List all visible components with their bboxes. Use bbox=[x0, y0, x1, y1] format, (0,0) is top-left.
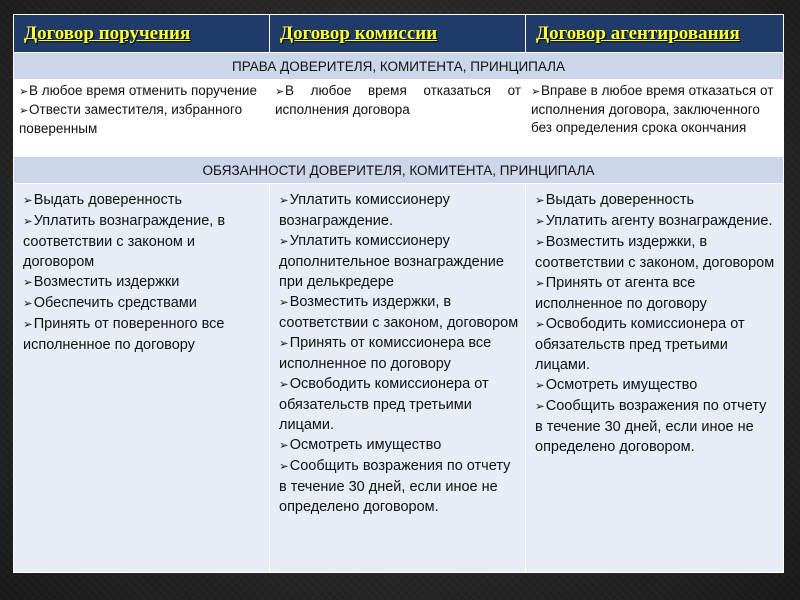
list-item bbox=[279, 292, 519, 333]
list-item-text: Обеспечить средствами bbox=[33, 295, 197, 311]
arrow-bullet-icon: ➢ bbox=[23, 215, 33, 228]
list-item bbox=[279, 456, 519, 517]
list-item bbox=[23, 272, 263, 293]
list-item bbox=[279, 435, 519, 456]
arrow-bullet-icon: ➢ bbox=[279, 235, 289, 248]
list-item bbox=[535, 190, 777, 211]
list-item-text: Отвести заместителя, избранного поверенным bbox=[19, 102, 243, 136]
header-row bbox=[14, 15, 784, 53]
list-item-text: Уплатить вознаграждение, в соответствии с законом и договором bbox=[23, 213, 226, 270]
list-item-text: Сообщить возражения по отчету в течение 30 дней, если иное не определено договором. bbox=[535, 398, 767, 455]
arrow-bullet-icon: ➢ bbox=[535, 236, 545, 249]
header-cell-poruchenie bbox=[14, 15, 270, 53]
arrow-bullet-icon: ➢ bbox=[23, 194, 33, 207]
list-item-text: Уплатить комиссионеру вознаграждение. bbox=[279, 192, 450, 229]
list-item bbox=[23, 211, 263, 272]
header-cell-komissii bbox=[270, 15, 526, 53]
list-item-text: Возместить издержки bbox=[33, 274, 180, 290]
list-item-text: Сообщить возражения по отчету в течение 30 дней, если иное не определено договором. bbox=[279, 458, 511, 515]
list-item-text: Уплатить агенту вознаграждение. bbox=[545, 213, 773, 229]
list-item bbox=[23, 190, 263, 211]
arrow-bullet-icon: ➢ bbox=[19, 105, 29, 117]
contracts-table bbox=[13, 14, 784, 573]
arrow-bullet-icon: ➢ bbox=[535, 400, 545, 413]
list-item bbox=[535, 232, 777, 273]
list-item-text: Вправе в любое время отказаться от исполнения договора, заключенного без определения срока окончания bbox=[531, 83, 774, 135]
arrow-bullet-icon: ➢ bbox=[279, 439, 289, 452]
list-item bbox=[279, 190, 519, 231]
arrow-bullet-icon: ➢ bbox=[23, 318, 33, 331]
rights-section-title: ПРАВА ДОВЕРИТЕЛЯ, КОМИТЕНТА, ПРИНЦИПАЛА bbox=[14, 53, 784, 80]
list-item bbox=[19, 82, 265, 101]
duties-cell bbox=[526, 184, 784, 573]
list-item-text: Выдать доверенность bbox=[545, 192, 695, 208]
header-cell-agentirovaniya bbox=[526, 15, 784, 53]
list-item bbox=[535, 273, 777, 314]
list-item bbox=[19, 101, 265, 138]
arrow-bullet-icon: ➢ bbox=[279, 296, 289, 309]
list-item-text: Освободить комиссионера от обязательств пред третьими лицами. bbox=[535, 316, 745, 373]
arrow-bullet-icon: ➢ bbox=[535, 194, 545, 207]
list-item bbox=[535, 211, 777, 232]
column-title-komissii: Договор комиссии bbox=[280, 22, 438, 44]
arrow-bullet-icon: ➢ bbox=[275, 86, 285, 98]
arrow-bullet-icon: ➢ bbox=[23, 276, 33, 289]
duties-section-row bbox=[14, 157, 784, 184]
duties-section-title: ОБЯЗАННОСТИ ДОВЕРИТЕЛЯ, КОМИТЕНТА, ПРИНЦИПАЛА bbox=[14, 157, 784, 184]
arrow-bullet-icon: ➢ bbox=[279, 337, 289, 350]
arrow-bullet-icon: ➢ bbox=[279, 460, 289, 473]
list-item bbox=[531, 82, 779, 137]
list-item-text: Уплатить комиссионеру дополнительное вознаграждение при делькредере bbox=[279, 233, 504, 290]
arrow-bullet-icon: ➢ bbox=[535, 277, 545, 290]
list-item-text: Принять от комиссионера все исполненное по договору bbox=[279, 335, 492, 372]
duties-cell bbox=[270, 184, 526, 573]
arrow-bullet-icon: ➢ bbox=[279, 378, 289, 391]
column-title-poruchenie: Договор поручения bbox=[24, 22, 191, 44]
rights-row bbox=[14, 80, 784, 157]
arrow-bullet-icon: ➢ bbox=[535, 318, 545, 331]
list-item bbox=[275, 82, 521, 119]
list-item bbox=[23, 293, 263, 314]
list-item-text: Выдать доверенность bbox=[33, 192, 183, 208]
rights-cell bbox=[14, 80, 270, 157]
list-item bbox=[279, 374, 519, 435]
list-item-text: Осмотреть имущество bbox=[289, 437, 442, 453]
list-item bbox=[23, 314, 263, 355]
list-item-text: Принять от поверенного все исполненное по договору bbox=[23, 316, 225, 353]
arrow-bullet-icon: ➢ bbox=[531, 86, 541, 98]
arrow-bullet-icon: ➢ bbox=[535, 215, 545, 228]
duties-cell bbox=[14, 184, 270, 573]
rights-cell bbox=[270, 80, 526, 157]
list-item bbox=[535, 375, 777, 396]
list-item bbox=[535, 314, 777, 375]
list-item bbox=[279, 231, 519, 292]
arrow-bullet-icon: ➢ bbox=[279, 194, 289, 207]
list-item-text: Возместить издержки, в соответствии с законом, договором bbox=[279, 294, 519, 331]
column-title-agentirovaniya: Договор агентирования bbox=[536, 22, 740, 44]
list-item-text: Принять от агента все исполненное по договору bbox=[535, 275, 707, 312]
rights-section-row bbox=[14, 53, 784, 80]
list-item-text: В любое время отказаться от исполнения договора bbox=[275, 83, 521, 117]
arrow-bullet-icon: ➢ bbox=[19, 86, 29, 98]
duties-row bbox=[14, 184, 784, 573]
list-item-text: Возместить издержки, в соответствии с законом, договором bbox=[535, 234, 775, 271]
list-item bbox=[535, 396, 777, 457]
arrow-bullet-icon: ➢ bbox=[23, 297, 33, 310]
list-item bbox=[279, 333, 519, 374]
arrow-bullet-icon: ➢ bbox=[535, 379, 545, 392]
list-item-text: В любое время отменить поручение bbox=[29, 83, 257, 98]
list-item-text: Освободить комиссионера от обязательств пред третьими лицами. bbox=[279, 376, 489, 433]
rights-cell bbox=[526, 80, 784, 157]
list-item-text: Осмотреть имущество bbox=[545, 377, 698, 393]
